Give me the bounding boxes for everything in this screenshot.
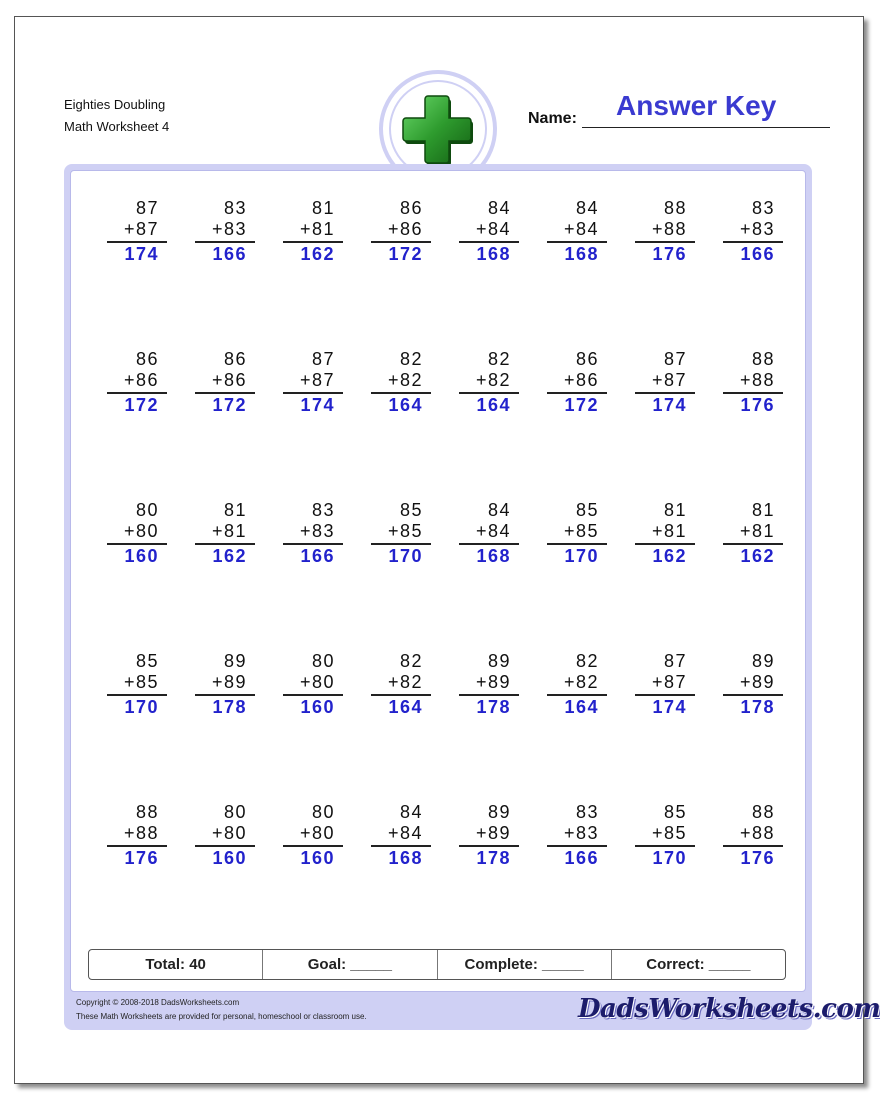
answer: 176 [740,848,775,868]
answer: 160 [300,697,335,717]
addend-bottom: +87 [651,370,687,390]
sum-rule [195,241,255,243]
addend-top: 88 [135,802,159,822]
answer: 160 [124,546,159,566]
answer: 170 [564,546,599,566]
problem-item [371,802,431,866]
sum-rule [547,845,607,847]
total-cell: Total: 40 [89,950,263,979]
addend-top: 81 [663,500,687,520]
problems-frame [64,164,812,1030]
addend-bottom: +87 [299,370,335,390]
answer: 174 [652,697,687,717]
sum-rule [723,392,783,394]
problem-item [635,349,695,413]
addend-top: 88 [663,198,687,218]
sum-rule [283,392,343,394]
addend-top: 80 [135,500,159,520]
problem-item [459,802,519,866]
brand-logo[interactable]: DadsWorksheets.com [578,994,880,1024]
title-line-1: Eighties Doubling [64,97,166,112]
answer: 160 [212,848,247,868]
answer: 168 [564,244,599,264]
sum-rule [107,845,167,847]
name-line [582,127,830,128]
answer: 166 [300,546,335,566]
problem-item [107,198,167,262]
problem-item [547,198,607,262]
answer: 170 [652,848,687,868]
problem-item [547,802,607,866]
problem-item [723,349,783,413]
addend-bottom: +89 [211,672,247,692]
addend-bottom: +88 [651,219,687,239]
problem-item [459,500,519,564]
answer: 168 [388,848,423,868]
addend-top: 89 [487,651,511,671]
sum-rule [195,845,255,847]
answer: 172 [124,395,159,415]
addend-bottom: +85 [563,521,599,541]
sum-rule [459,241,519,243]
goal-cell: Goal: _____ [263,950,437,979]
sum-rule [283,543,343,545]
addend-top: 80 [311,651,335,671]
addend-top: 89 [223,651,247,671]
addend-bottom: +82 [387,370,423,390]
addend-top: 81 [311,198,335,218]
name-label: Name: [528,110,577,127]
addend-top: 88 [751,802,775,822]
addend-top: 81 [223,500,247,520]
problem-item [635,651,695,715]
addend-top: 85 [663,802,687,822]
addend-bottom: +80 [211,823,247,843]
addend-bottom: +86 [211,370,247,390]
addend-bottom: +88 [739,823,775,843]
sum-rule [107,694,167,696]
sum-rule [371,845,431,847]
sum-rule [635,845,695,847]
answer: 166 [564,848,599,868]
answer: 170 [124,697,159,717]
addend-bottom: +85 [123,672,159,692]
answer: 178 [212,697,247,717]
problem-item [723,651,783,715]
problem-item [107,349,167,413]
sum-rule [459,845,519,847]
answer: 164 [388,697,423,717]
addend-bottom: +84 [563,219,599,239]
problem-item [107,500,167,564]
problem-item [371,349,431,413]
answer-key-label: Answer Key [616,90,777,121]
addend-top: 86 [399,198,423,218]
sum-rule [107,392,167,394]
answer: 174 [652,395,687,415]
problem-item [547,349,607,413]
answer: 176 [652,244,687,264]
addend-top: 83 [751,198,775,218]
problem-item [371,198,431,262]
addend-top: 86 [135,349,159,369]
addend-bottom: +82 [475,370,511,390]
addend-top: 83 [575,802,599,822]
problem-item [107,802,167,866]
sum-rule [195,694,255,696]
addend-top: 89 [487,802,511,822]
addend-bottom: +80 [299,823,335,843]
addend-top: 80 [223,802,247,822]
answer: 160 [300,848,335,868]
addend-bottom: +84 [387,823,423,843]
sum-rule [195,392,255,394]
addend-bottom: +85 [651,823,687,843]
addend-bottom: +86 [563,370,599,390]
worksheet-title [64,94,169,138]
sum-rule [547,241,607,243]
answer: 170 [388,546,423,566]
problem-item [283,198,343,262]
answer: 164 [564,697,599,717]
answer: 176 [124,848,159,868]
addend-top: 89 [751,651,775,671]
answer: 178 [740,697,775,717]
problem-item [195,349,255,413]
addend-bottom: +88 [739,370,775,390]
problem-item [635,802,695,866]
sum-rule [459,694,519,696]
sum-rule [635,241,695,243]
sum-rule [371,392,431,394]
sum-rule [635,392,695,394]
addend-bottom: +86 [123,370,159,390]
addend-bottom: +81 [651,521,687,541]
problem-item [371,500,431,564]
addend-top: 87 [135,198,159,218]
correct-cell: Correct: _____ [646,956,751,973]
answer: 168 [476,244,511,264]
sum-rule [283,241,343,243]
answer: 176 [740,395,775,415]
addend-bottom: +88 [123,823,159,843]
addend-bottom: +82 [387,672,423,692]
addend-top: 84 [399,802,423,822]
addend-bottom: +83 [739,219,775,239]
problem-item [107,651,167,715]
answer: 166 [740,244,775,264]
addend-top: 85 [399,500,423,520]
problem-item [635,198,695,262]
addend-top: 86 [575,349,599,369]
addend-bottom: +80 [299,672,335,692]
addend-top: 82 [399,349,423,369]
sum-rule [459,543,519,545]
problem-item [723,802,783,866]
addend-bottom: +82 [563,672,599,692]
addend-bottom: +85 [387,521,423,541]
answer: 178 [476,848,511,868]
sum-rule [283,694,343,696]
problem-item [547,651,607,715]
addend-top: 84 [487,198,511,218]
sum-rule [635,694,695,696]
addend-bottom: +83 [563,823,599,843]
addend-bottom: +89 [475,823,511,843]
answer: 164 [388,395,423,415]
answer: 172 [564,395,599,415]
addend-bottom: +81 [739,521,775,541]
addend-top: 85 [135,651,159,671]
addend-top: 87 [663,349,687,369]
problem-item [459,651,519,715]
addend-top: 83 [223,198,247,218]
problem-item [195,500,255,564]
problem-item [547,500,607,564]
answer: 172 [388,244,423,264]
answer: 162 [740,546,775,566]
sum-rule [635,543,695,545]
sum-rule [107,543,167,545]
sum-rule [723,241,783,243]
answer: 164 [476,395,511,415]
addend-top: 87 [663,651,687,671]
problem-item [283,349,343,413]
problem-item [195,802,255,866]
answer: 172 [212,395,247,415]
addend-top: 80 [311,802,335,822]
addend-top: 84 [487,500,511,520]
usage-notice: These Math Worksheets are provided for personal, homeschool or classroom use. [76,1012,367,1021]
addend-top: 85 [575,500,599,520]
addend-top: 82 [575,651,599,671]
sum-rule [195,543,255,545]
problem-item [723,198,783,262]
problem-item [283,802,343,866]
problem-item [195,198,255,262]
sum-rule [547,694,607,696]
sum-rule [547,392,607,394]
answer: 166 [212,244,247,264]
addend-bottom: +89 [475,672,511,692]
sum-rule [371,543,431,545]
addend-bottom: +87 [651,672,687,692]
addend-top: 82 [487,349,511,369]
problem-item [283,651,343,715]
addend-bottom: +83 [299,521,335,541]
addend-bottom: +87 [123,219,159,239]
addend-bottom: +81 [211,521,247,541]
copyright-text: Copyright © 2008-2018 DadsWorksheets.com [76,998,240,1007]
addend-bottom: +84 [475,521,511,541]
title-line-2: Math Worksheet 4 [64,119,170,134]
addend-top: 87 [311,349,335,369]
addend-bottom: +84 [475,219,511,239]
answer: 162 [212,546,247,566]
sum-rule [723,845,783,847]
problem-item [283,500,343,564]
sum-rule [371,241,431,243]
answer: 174 [300,395,335,415]
addend-top: 88 [751,349,775,369]
answer: 168 [476,546,511,566]
answer: 162 [652,546,687,566]
sum-rule [723,694,783,696]
answer: 178 [476,697,511,717]
sum-rule [283,845,343,847]
problem-item [723,500,783,564]
score-bar [88,949,786,980]
sum-rule [547,543,607,545]
problem-item [459,198,519,262]
sum-rule [459,392,519,394]
addend-bottom: +89 [739,672,775,692]
problem-item [195,651,255,715]
addend-bottom: +86 [387,219,423,239]
sum-rule [107,241,167,243]
complete-cell: Complete: _____ [438,950,612,979]
problem-item [459,349,519,413]
addend-bottom: +81 [299,219,335,239]
addend-top: 81 [751,500,775,520]
answer: 174 [124,244,159,264]
addend-bottom: +83 [211,219,247,239]
addend-top: 83 [311,500,335,520]
addend-top: 86 [223,349,247,369]
addend-bottom: +80 [123,521,159,541]
addend-top: 82 [399,651,423,671]
sum-rule [371,694,431,696]
sum-rule [723,543,783,545]
answer: 162 [300,244,335,264]
addend-top: 84 [575,198,599,218]
problem-item [371,651,431,715]
problem-item [635,500,695,564]
